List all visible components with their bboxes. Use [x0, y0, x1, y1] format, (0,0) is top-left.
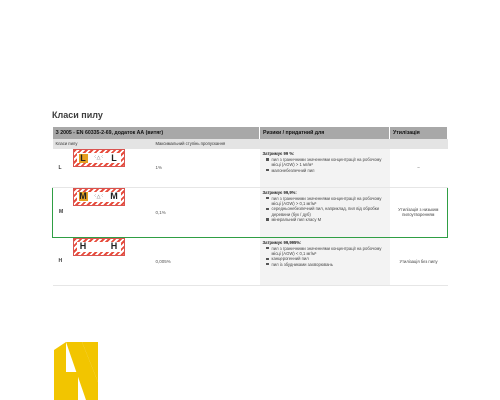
badge-letter: L [80, 152, 86, 163]
risk-item: пил з граничними значеннями концентрації на робочому місці (AGW) > 0,1 мг/м³ [272, 196, 387, 207]
badge-letter: H [110, 241, 118, 251]
header-risks: Ризики / придатний для [260, 127, 390, 139]
subheader-dust-class: Класи пилу [55, 141, 78, 146]
risk-cell [260, 237, 390, 285]
dust-cloud-icon: ⁖△⁖ [93, 193, 104, 200]
risk-item: мінеральний пил класу М [272, 217, 387, 222]
subheader-max-permeability: Максимальний ступінь пропускання [155, 141, 226, 146]
badge-letter: M [110, 191, 118, 201]
risk-cell [260, 187, 390, 237]
risk-item: пил з граничними значеннями концентрації на робочому місці (AGW) < 0,1 мг/м³ [272, 246, 387, 257]
risk-item: малонебезпечний пил [272, 168, 387, 173]
max-permeability-value: 1% [153, 149, 260, 187]
retention-label: Затримує 99,995%: [262, 239, 302, 245]
header-disposal: Утилізація [390, 127, 448, 139]
max-permeability-value: 0,1% [153, 187, 260, 237]
risk-item: пил із збудниками захворювань [272, 262, 387, 267]
table-row-highlighted [53, 187, 448, 237]
subheader-blank [260, 139, 390, 149]
dust-class-warning-badge-icon [73, 188, 125, 206]
risk-cell [260, 149, 390, 187]
dust-class-warning-badge-icon [73, 238, 125, 256]
retention-label: Затримує 99,9%: [262, 189, 297, 195]
dust-class-letter: L [53, 149, 73, 187]
dust-class-warning-badge-icon [73, 149, 125, 167]
disposal-value: Утилізація з низьким пилоутворенням [390, 187, 448, 237]
dust-cloud-icon: ⁖△⁖ [93, 155, 104, 161]
page-title: Класи пилу [52, 110, 103, 120]
table-row [53, 149, 448, 187]
dust-class-table [52, 127, 448, 286]
table-row [53, 237, 448, 285]
risk-item: пил з граничними значеннями концентрації на робочому місці (AGW) > 1 мг/м³ [272, 157, 387, 168]
dust-class-letter: M [53, 187, 73, 237]
dust-class-letter: H [53, 237, 73, 285]
header-standard: З 2005 - EN 60335-2-69, додаток АА (витяг) [53, 127, 260, 139]
table-subheader-row [53, 139, 448, 149]
badge-letter: M [79, 191, 87, 201]
disposal-value: – [390, 149, 448, 187]
risk-item: канцерогенний пил [272, 256, 387, 261]
disposal-value: Утилізація без пилу [390, 237, 448, 285]
subheader-blank [390, 139, 448, 149]
brand-logo-icon [52, 342, 110, 400]
risk-item: середньонебезпечний пил, наприклад, пил від обробки деревини (бук / дуб) [272, 206, 387, 217]
max-permeability-value: 0,005% [153, 237, 260, 285]
badge-letter: H [79, 241, 87, 251]
retention-label: Затримує 99 %: [262, 151, 295, 156]
badge-letter: L [111, 152, 117, 163]
dust-cloud-icon [90, 243, 108, 250]
table-header-row [53, 127, 448, 139]
